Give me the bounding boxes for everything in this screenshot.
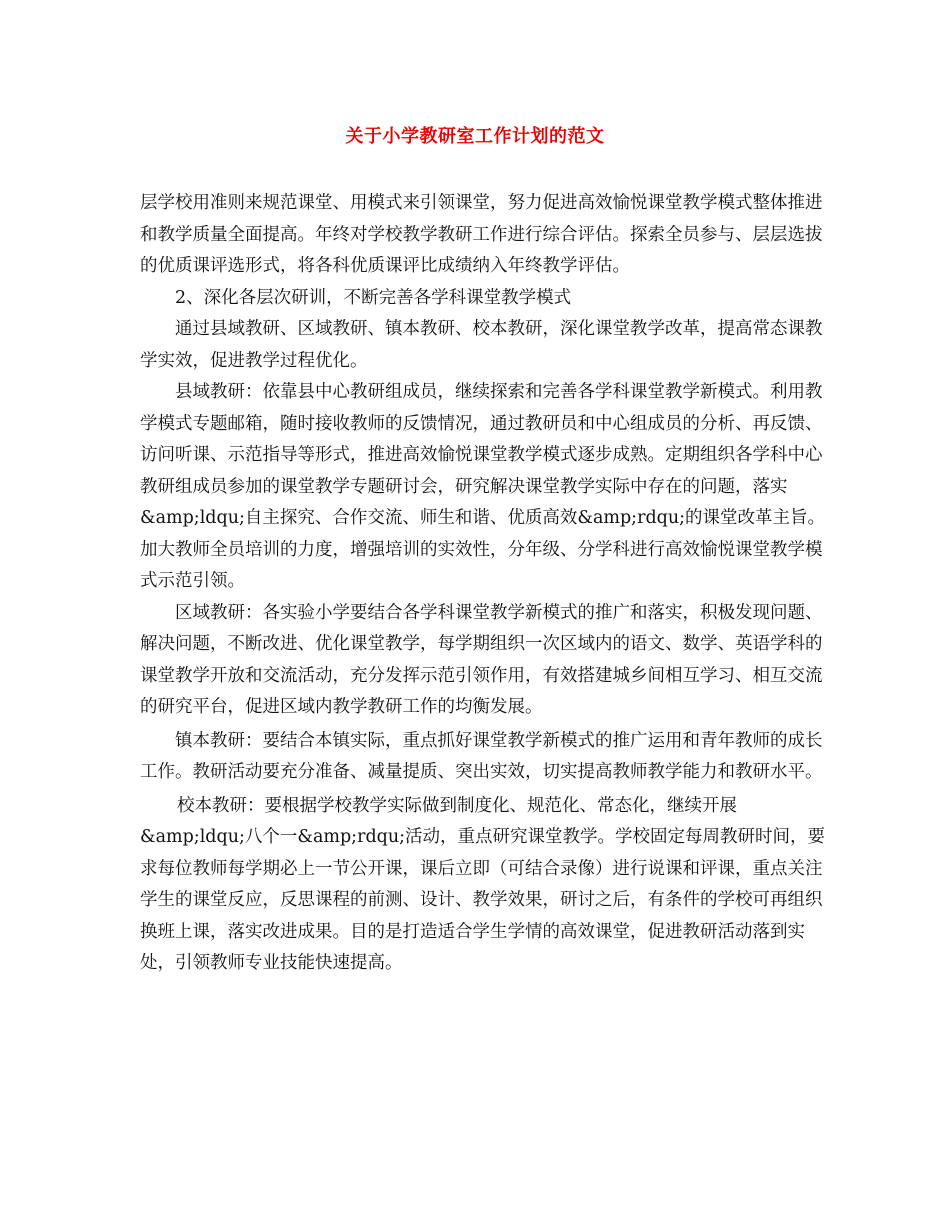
- paragraph-intro: 通过县域教研、区域教研、镇本教研、校本教研，深化课堂教学改革，提高常态课教学实效，促进教学过程优化。: [140, 319, 823, 371]
- document-title: 关于小学教研室工作计划的范文: [345, 126, 605, 147]
- paragraph-school-research: 校本教研：要根据学校教学实际做到制度化、规范化、常态化，继续开展&amp;ldqu;八个一&amp;rdqu;活动，重点研究课堂教学。学校固定每周教研时间，要求每位教师每学期必上一节公开课，课后立即（可结合录像）进行说课和评课，重点关注学生的课堂反应，反思课程的前测、设计、教学效果，研讨之后，有条件的学校可再组织换班上课，落实改进成果。目的是打造适合学生学情的高效课堂，促进教研活动落到实处，引领教师专业技能快速提高。: [140, 795, 826, 973]
- section-heading-2: 2、深化各层次研训，不断完善各学科课堂教学模式: [175, 287, 572, 308]
- paragraph-regional-research: 区域教研：各实验小学要结合各学科课堂教学新模式的推广和落实，积极发现问题、解决问题，不断改进、优化课堂教学，每学期组织一次区域内的语文、数学、英语学科的课堂教学开放和交流活动，充分发挥示范引领作用，有效搭建城乡间相互学习、相互交流的研究平台，促进区域内教学教研工作的均衡发展。: [140, 602, 823, 717]
- paragraph-town-research: 镇本教研：要结合本镇实际，重点抓好课堂教学新模式的推广运用和青年教师的成长工作。教研活动要充分准备、减量提质、突出实效，切实提高教师教学能力和教研水平。: [140, 730, 823, 782]
- paragraph-1: 层学校用准则来规范课堂、用模式来引领课堂，努力促进高效愉悦课堂教学模式整体推进和教学质量全面提高。年终对学校教学教研工作进行综合评估。探索全员参与、层层选拔的优质课评选形式，将各科优质课评比成绩纳入年终教学评估。: [140, 193, 823, 276]
- paragraph-county-research: 县域教研：依靠县中心教研组成员，继续探索和完善各学科课堂教学新模式。利用教学模式专题邮箱，随时接收教师的反馈情况，通过教研员和中心组成员的分析、再反馈、访问听课、示范指导等形式，推进高效愉悦课堂教学模式逐步成熟。定期组织各学科中心教研组成员参加的课堂教学专题研讨会，研究解决课堂教学实际中存在的问题，落实&amp;ldqu;自主探究、合作交流、师生和谐、优质高效&amp;rdqu;的课堂改革主旨。加大教师全员培训的力度，增强培训的实效性，分年级、分学科进行高效愉悦课堂教学模式示范引领。: [140, 382, 826, 591]
- document-body: [140, 188, 830, 980]
